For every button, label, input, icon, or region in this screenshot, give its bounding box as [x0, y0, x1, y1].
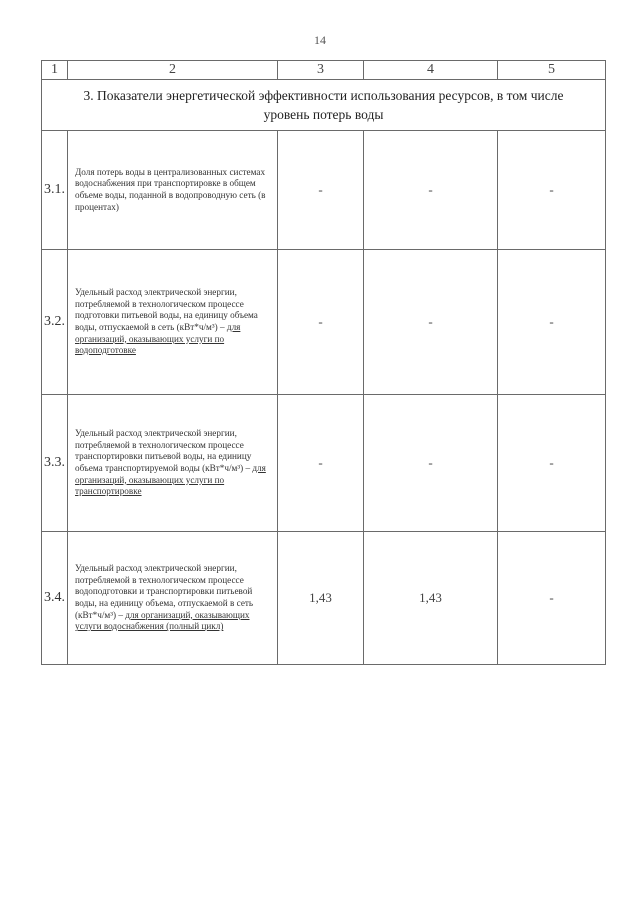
- table-row: [42, 532, 606, 665]
- value-cell: -: [278, 395, 364, 532]
- section-title: 3. Показатели энергетической эффективности использования ресурсов, в том числе уровень потерь воды: [42, 80, 606, 131]
- value-cell: 1,43: [278, 532, 364, 665]
- column-header: 4: [364, 61, 498, 80]
- column-header: 2: [68, 61, 278, 80]
- value-cell: 1,43: [364, 532, 498, 665]
- row-description: [68, 131, 278, 250]
- table-row: [42, 250, 606, 395]
- row-number: 3.4.: [42, 532, 68, 665]
- value-cell: -: [278, 131, 364, 250]
- column-header: 1: [42, 61, 68, 80]
- description-text: Удельный расход электрической энергии, потребляемой в технологическом процессе транспортировки питьевой воды, на единицу объема транспортируемой воды (кВт*ч/м³) –: [75, 428, 253, 473]
- column-header: 3: [278, 61, 364, 80]
- description-text: Удельный расход электрической энергии, потребляемой в технологическом процессе подготовки питьевой воды, на единицу объема воды, отпускаемой в сеть (кВт*ч/м³) –: [75, 287, 258, 332]
- column-header: 5: [498, 61, 606, 80]
- description-text: Доля потерь воды в централизованных системах водоснабжения при транспортировке в общем объеме воды, поданной в водопроводную сеть (в процентах): [75, 166, 266, 212]
- row-description: [68, 250, 278, 395]
- description-underlined: для организаций, оказывающих услуги по транспортировке: [75, 463, 266, 497]
- value-cell: -: [364, 250, 498, 395]
- value-cell: -: [498, 395, 606, 532]
- row-description: [68, 395, 278, 532]
- table-row: [42, 131, 606, 250]
- value-cell: -: [498, 131, 606, 250]
- description-text: Удельный расход электрической энергии, потребляемой в технологическом процессе водоподготовки и транспортировки питьевой воды, на единицу объема, отпускаемой в сеть (кВт*ч/м³) –: [75, 563, 254, 620]
- value-cell: -: [364, 395, 498, 532]
- value-cell: -: [498, 250, 606, 395]
- table-header-row: [42, 61, 606, 80]
- row-number: 3.2.: [42, 250, 68, 395]
- description-underlined: для организаций, оказывающих услуги по водоподготовке: [75, 322, 241, 356]
- value-cell: -: [364, 131, 498, 250]
- row-description: [68, 532, 278, 665]
- row-number: 3.1.: [42, 131, 68, 250]
- value-cell: -: [498, 532, 606, 665]
- row-number: 3.3.: [42, 395, 68, 532]
- description-underlined: для организаций, оказывающих услуги водоснабжения (полный цикл): [75, 609, 250, 632]
- page-number: 14: [314, 33, 326, 47]
- section-title-row: [42, 80, 606, 131]
- table-row: [42, 395, 606, 532]
- indicators-table: [41, 60, 606, 665]
- value-cell: -: [278, 250, 364, 395]
